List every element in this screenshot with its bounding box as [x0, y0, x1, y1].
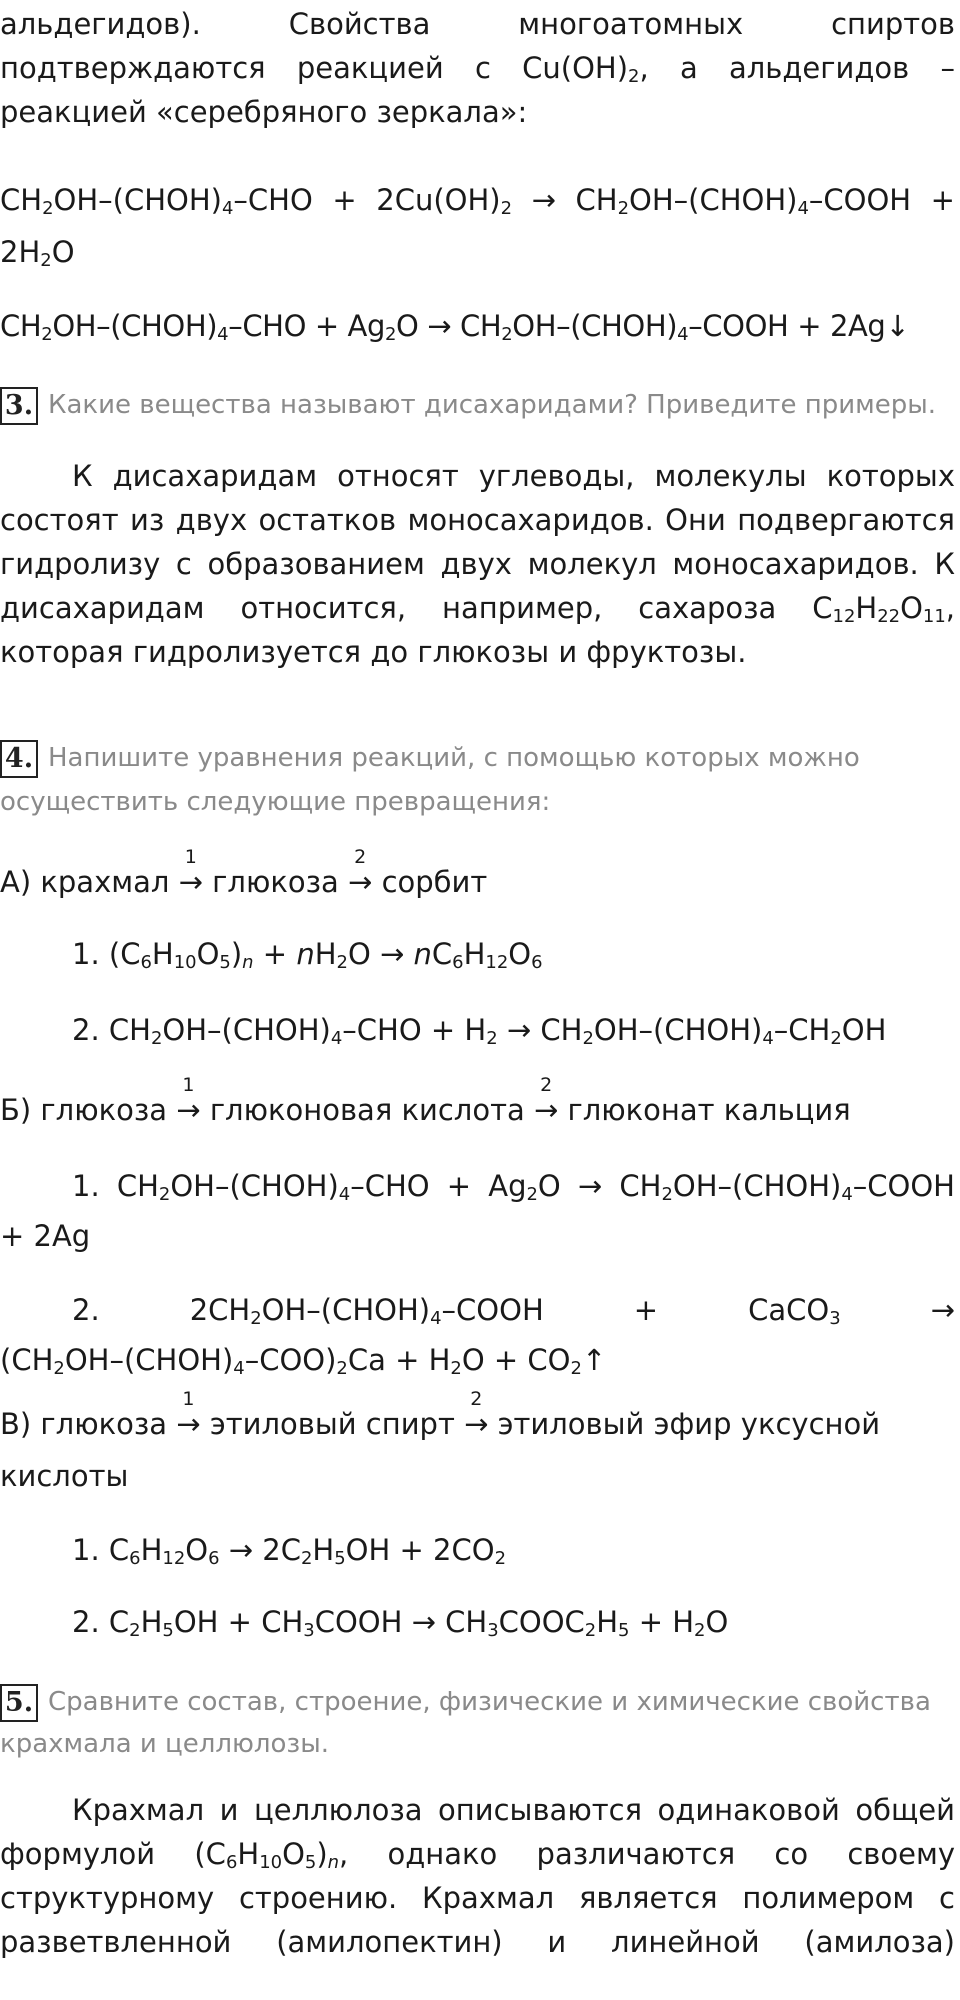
scheme-c: В) глюкоза 1 → этиловый спирт 2 → этиловый эфир уксусной — [0, 1404, 880, 1445]
answer-3-line: состоят из двух остатков моносахаридов. Они подвергаются — [0, 503, 955, 537]
scheme-a-step-1: 1. $(C_6H_{10}O_5)_n + nH_2O \to nC_6H_{12}O_6$ — [72, 937, 543, 973]
scheme-b-step-2-cont: $(CH_2OH-(CHOH)_4-COO)_2Ca + H_2O$ + $CO_2↑$ — [0, 1343, 607, 1379]
answer-5-line: Крахмал и целлюлоза описываются одинаковой общей — [72, 1793, 955, 1827]
scheme-c-step-1: 1. $C_6H_{12}O_6 \to 2C_2H_5OH + 2CO_2$ — [72, 1533, 506, 1569]
question-number: 4. — [0, 740, 38, 778]
question-3 — [0, 385, 936, 425]
intro-line: альдегидов). Свойства многоатомных спиртов — [0, 7, 955, 41]
arrow-icon: 1 → — [178, 845, 203, 899]
intro-line: реакцией «серебряного зеркала»: — [0, 95, 528, 129]
question-text: Какие вещества называют дисахаридами? Приведите примеры. — [48, 390, 937, 420]
scheme-b: Б) глюкоза 1 → глюконовая кислота 2 → глюконат кальция — [0, 1090, 851, 1131]
question-text-cont: осуществить следующие превращения: — [0, 787, 551, 817]
scheme-b-step-2: 2. $2CH_2OH-(CHOH)_4$–COOH + CaCO$_3$ → — [72, 1293, 955, 1329]
scheme-a-step-2: 2. $CH_2OH-(CHOH)_4$–CHO + $H_2$ → $CH_2OH-(CHOH)_4-CH_2OH$ — [72, 1013, 887, 1049]
scheme-c-step-2: 2. $C_2H_5OH$ + $CH_3COOH$ → $CH_3COOC_2H_5 + H_2O$ — [72, 1605, 729, 1641]
arrow-icon: 2 → — [533, 1073, 559, 1127]
answer-3-line: дисахаридам относится, например, сахароза $C_{12}H_{22}O_{11}$, — [0, 591, 955, 627]
equation-1-cont: $2H_2O$ — [0, 235, 75, 271]
question-text: Напишите уравнения реакций, с помощью которых можно — [48, 743, 860, 773]
answer-3-line: К дисахаридам относят углеводы, молекулы которых — [72, 459, 955, 493]
intro-line: подтверждаются реакцией с $Cu(OH)_2$, а альдегидов – — [0, 51, 955, 87]
question-text: Сравните состав, строение, физические и химические свойства — [48, 1687, 931, 1717]
answer-5-line: структурному строению. Крахмал является полимером с — [0, 1881, 955, 1915]
question-5 — [0, 1682, 931, 1722]
scheme-b-step-1: 1. $CH_2OH-(CHOH)_4$–CHO + $Ag_2O$ → $CH_2OH-(CHOH)_4$–COOH — [72, 1169, 955, 1205]
equation-2: $CH_2OH-(CHOH)_4$–CHO + $Ag_2O$ → $CH_2OH-(CHOH)_4$–COOH + 2Ag↓ — [0, 309, 910, 345]
answer-3-line: которая гидролизуется до глюкозы и фруктозы. — [0, 635, 747, 669]
arrow-icon: 2 → — [348, 845, 373, 899]
answer-3-line: гидролизу с образованием двух молекул моносахаридов. К — [0, 547, 955, 581]
scheme-b-step-1-cont: + 2Ag — [0, 1219, 91, 1253]
scheme-a: А) крахмал 1 → глюкоза 2 → сорбит — [0, 862, 487, 903]
answer-5-line: разветвленной (амилопектин) и линейной (амилоза) — [0, 1925, 955, 1959]
arrow-icon: 1 → — [176, 1073, 201, 1127]
answer-5-line: формулой $(C_6H_{10}O_5)_n$, однако различаются со своему — [0, 1837, 955, 1873]
question-number: 5. — [0, 1684, 38, 1722]
scheme-c-cont: кислоты — [0, 1459, 129, 1493]
question-number: 3. — [0, 387, 38, 425]
arrow-icon: 1 → — [176, 1387, 201, 1441]
question-text-cont: крахмала и целлюлозы. — [0, 1729, 330, 1759]
equation-1: $CH_2OH-(CHOH)_4$–CHO + $2Cu(OH)_2$ → $CH_2OH-(CHOH)_4$–COOH + — [0, 183, 955, 219]
question-4 — [0, 738, 860, 778]
arrow-icon: 2 → — [464, 1387, 489, 1441]
